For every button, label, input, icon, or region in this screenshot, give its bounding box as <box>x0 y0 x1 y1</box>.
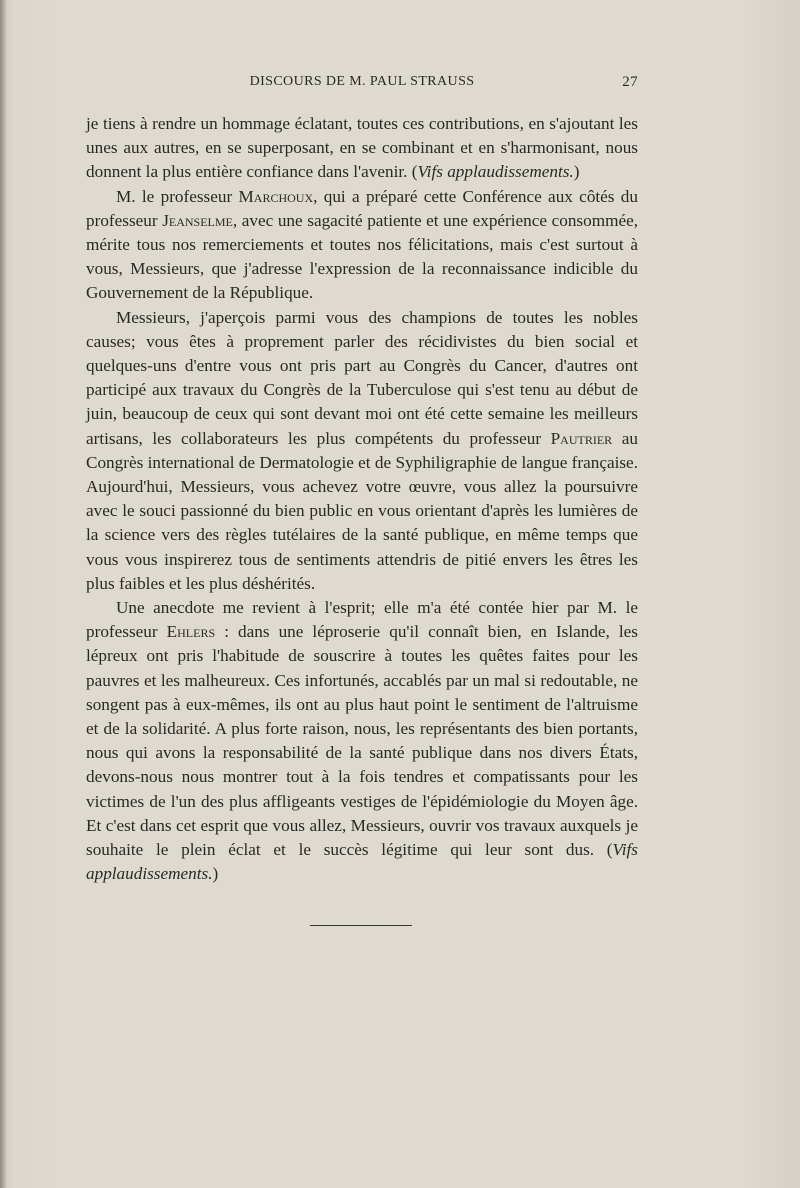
paragraph-2 <box>86 185 638 306</box>
running-title: DISCOURS DE M. PAUL STRAUSS <box>249 74 475 89</box>
person-name-jeanselme: Jeanselme <box>162 210 233 230</box>
applause-note-1: Vifs applaudissements. <box>417 162 574 182</box>
body-text <box>86 112 638 887</box>
person-name-pautrier: Pautrier <box>550 428 613 448</box>
paragraph-2-text-c: , avec une sagacité patiente et une expérience consommée, mérite tous nos remerciements et toutes nos félicitations, mais c'est surtout à vous, Messieurs, que j'adresse l'expression de la reconnaissance indicible du Gouvernement de la République. <box>86 210 638 303</box>
paragraph-4 <box>86 596 638 886</box>
paragraph-1-text: je tiens à rendre un hommage éclatant, toutes ces contributions, en s'ajoutant les unes aux autres, en se superposant, en se combinant et en s'harmonisant, nous donnent la plus entière confiance dans l'avenir. ( <box>86 114 638 182</box>
paragraph-4-close: ) <box>212 864 219 884</box>
paragraph-2-text-b: , qui a préparé cette Conférence aux côtés du professeur <box>86 186 638 230</box>
running-head <box>86 74 638 96</box>
person-name-ehlers: Ehlers <box>166 622 216 642</box>
person-name-marchoux: Marchoux <box>238 186 314 206</box>
page-number: 27 <box>622 74 638 90</box>
paragraph-1-close: ) <box>573 162 580 182</box>
paragraph-1 <box>86 112 638 185</box>
paragraph-3-text-a: Messieurs, j'aperçois parmi vous des champions de toutes les nobles causes; vous êtes à proprement parler des récidivistes du bien social et quelques-uns d'entre vous ont pris part au Congrès du Cancer, d'autres ont participé aux travaux du Congrès de la Tuberculose qui s'est tenu au début de juin, beaucoup de ceux qui sont devant moi ont été cette semaine les meilleurs artisans, les collaborateurs les plus compétents du professeur <box>86 307 638 448</box>
page-binding-edge <box>0 0 6 1188</box>
paragraph-2-text-a: M. le professeur <box>116 186 239 206</box>
paragraph-4-text-b: : dans une léproserie qu'il connaît bien, en Islande, les lépreux ont pris l'habitude de souscrire à toutes les quêtes faites pour les pauvres et les malheureux. Ces infortunés, accablés par un mal si redoutable, ne songent pas à eux-mêmes, ils ont au plus haut point le sentiment de l'altruisme et de la solidarité. A plus forte raison, nous, les représentants des bien portants, nous qui avons la responsabilité de la santé publique dans nos divers États, devons-nous nous montrer tout à la fois tendres et compatissants pour les victimes de l'un des plus affligeants vestiges de l'épidémiologie du Moyen âge. Et c'est dans cet esprit que vous allez, Messieurs, ouvrir vos travaux auxquels je souhaite le plein éclat et le succès légitime qui leur sont dus. ( <box>86 622 638 860</box>
paragraph-3 <box>86 306 638 596</box>
paragraph-3-text-b: au Congrès international de Dermatologie et de Syphiligraphie de langue française. Aujourd'hui, Messieurs, vous achevez votre œuvre, vous allez la poursuivre avec le souci passionné du bien public en vous orientant d'après les lumières de la science vers des règles tutélaires de la santé publique, en même temps que vous vous inspirerez tous de sentiments attendris de pitié envers les êtres les plus faibles et les plus déshérités. <box>86 428 638 593</box>
applause-note-2: Vifs applaudissements. <box>86 840 638 884</box>
section-end-rule <box>310 925 412 926</box>
paragraph-4-text-a: Une anecdote me revient à l'esprit; elle m'a été contée hier par M. le professeur <box>86 598 638 642</box>
